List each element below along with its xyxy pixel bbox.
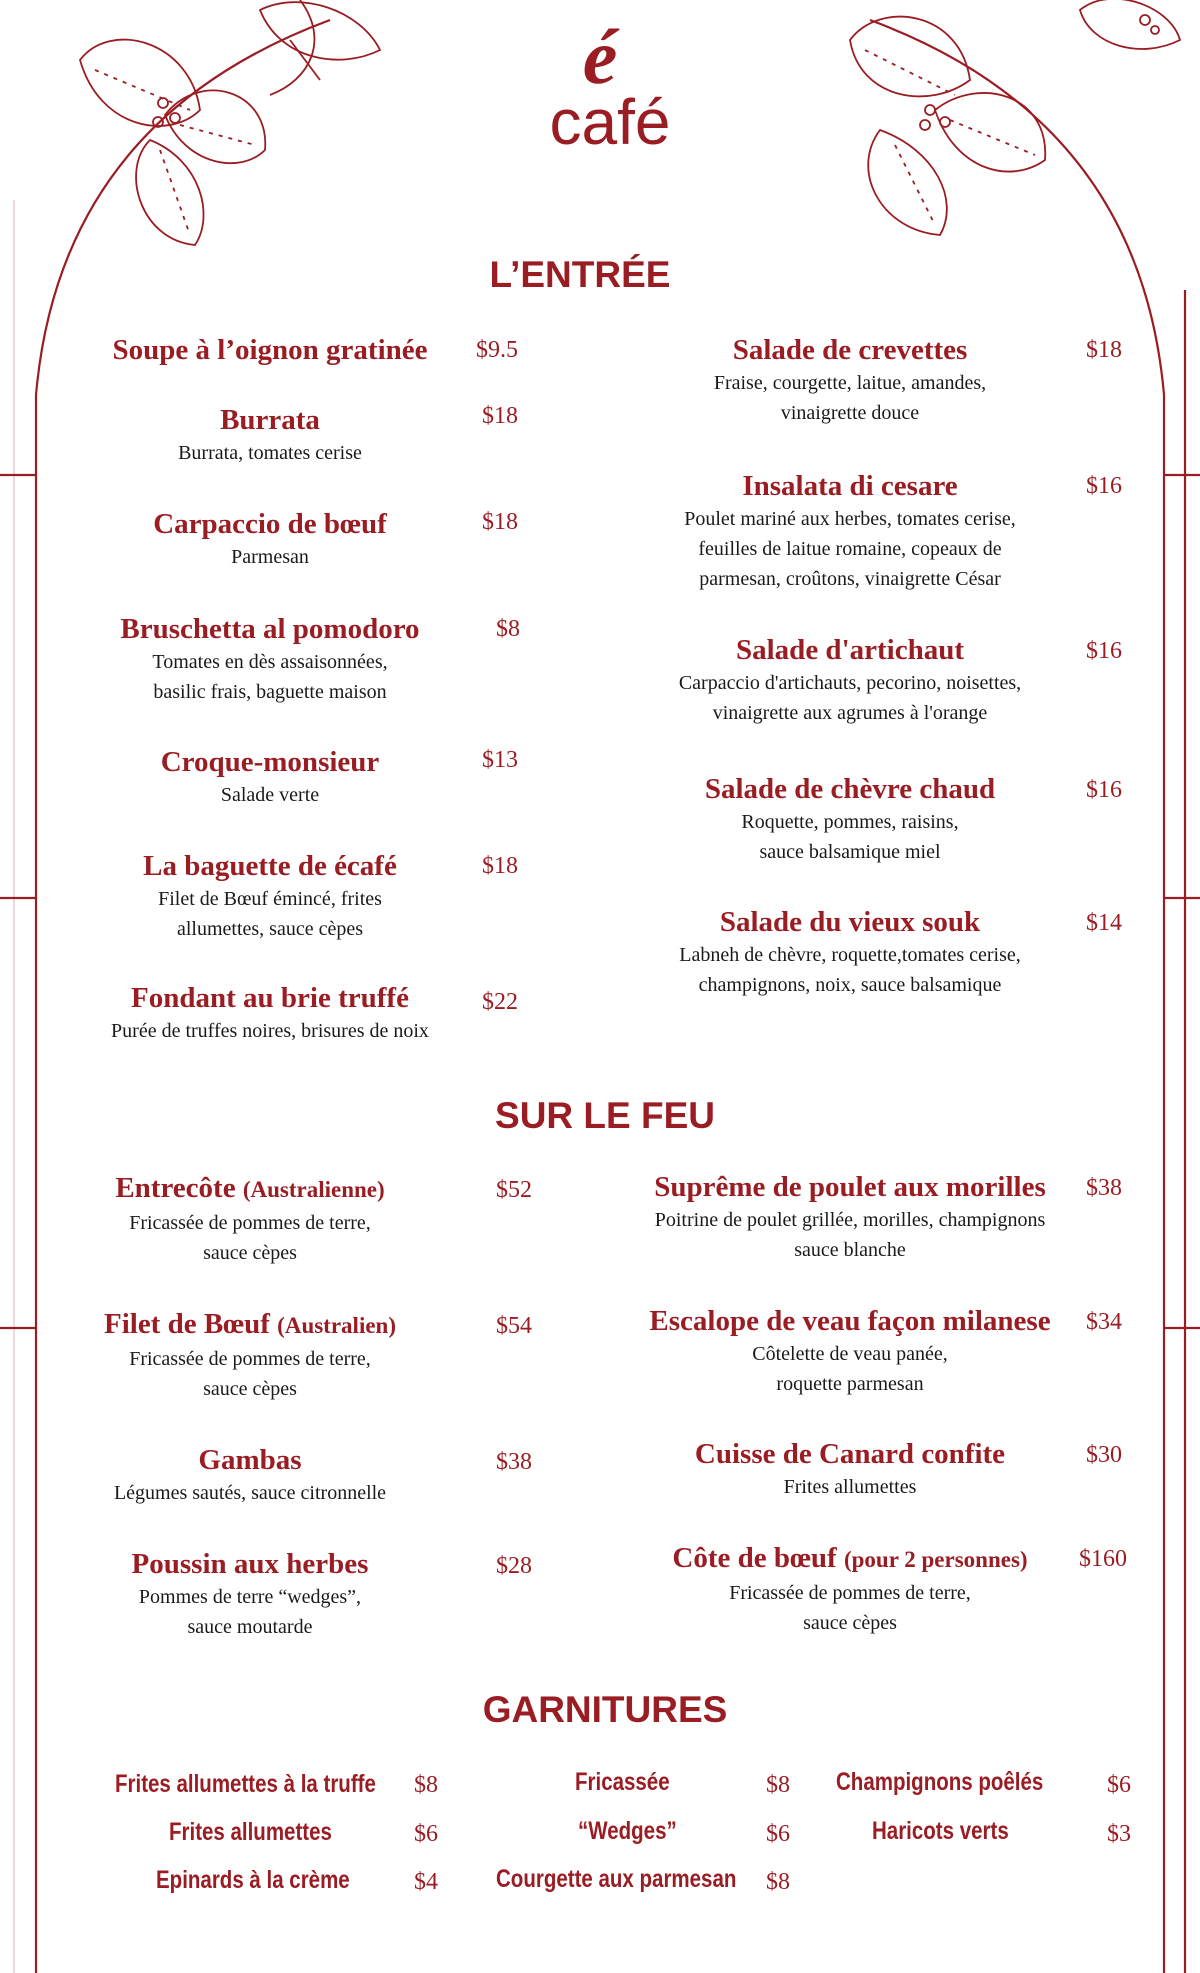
item-name: La baguette de écafé [143,850,397,882]
item-description: vinaigrette douce [780,402,920,424]
menu-item [70,980,470,1046]
section-title-entree: L’ENTRÉE [489,254,671,295]
item-description: roquette parmesan [776,1373,924,1395]
item-description: champignons, noix, sauce balsamique [698,974,1002,996]
side-dish-name: Frites allumettes à la truffe [115,1770,376,1798]
menu-item [80,1306,420,1404]
menu-item [90,611,450,707]
item-price: $16 [1086,777,1122,803]
item-description: parmesan, croûtons, vinaigrette César [699,568,1001,590]
item-name: Croque-monsieur [160,746,380,778]
side-dish-price: $6 [766,1821,790,1847]
item-name [80,1306,420,1344]
item-price: $38 [496,1449,532,1475]
item-description: Salade verte [220,784,320,806]
item-description: feuilles de laitue romaine, copeaux de [698,538,1002,560]
item-name: Fondant au brie truffé [131,982,409,1014]
menu-item [90,402,450,468]
side-dish-price: $6 [414,1821,438,1847]
item-description: basilic frais, baguette maison [153,681,387,703]
item-price: $16 [1086,638,1122,664]
item-price: $13 [482,747,518,773]
item-description: Frites allumettes [783,1476,917,1498]
item-price: $14 [1086,910,1122,936]
item-description: sauce moutarde [187,1616,313,1638]
item-price: $34 [1086,1309,1122,1335]
item-price: $30 [1086,1442,1122,1468]
item-description: Fricassée de pommes de terre, [729,1582,971,1604]
item-name [80,1170,420,1208]
item-name: Cuisse de Canard confite [694,1438,1006,1470]
side-dish-price: $6 [1107,1772,1131,1798]
item-price: $18 [482,403,518,429]
side-dish-name: Courgette aux parmesan [496,1865,737,1893]
logo-mark: é [582,13,618,100]
menu-item [90,848,450,944]
side-dish-price: $8 [766,1772,790,1798]
item-name: Salade de crevettes [732,334,968,366]
side-dish-price: $8 [414,1772,438,1798]
item-name: Soupe à l’oignon gratinée [112,334,428,366]
item-description: Pommes de terre “wedges”, [138,1586,362,1608]
item-description: Labneh de chèvre, roquette,tomates cerise, [679,944,1021,966]
item-price: $8 [496,616,520,642]
item-name: Salade d'artichaut [736,634,964,666]
side-dish-name: Fricassée [575,1768,670,1796]
item-price: $160 [1079,1546,1127,1572]
side-dish-name: Haricots verts [872,1817,1009,1845]
menu-item [90,332,450,368]
menu-item [620,1540,1080,1638]
item-name-note: (Australienne) [242,1177,385,1202]
item-description: Légumes sautés, sauce citronnelle [113,1482,387,1504]
item-description: Fricassée de pommes de terre, [129,1212,371,1234]
item-description: sauce cèpes [203,1242,297,1264]
item-name: Bruschetta al pomodoro [120,613,420,645]
item-description: sauce cèpes [203,1378,297,1400]
menu-item [620,332,1080,428]
item-name-main: Entrecôte [115,1172,236,1204]
section-title-garnitures: GARNITURES [482,1689,728,1730]
item-name: Gambas [198,1444,302,1476]
menu-item [620,632,1080,728]
item-name: Escalope de veau façon milanese [649,1305,1051,1337]
item-description: Burrata, tomates cerise [178,442,362,464]
menu-item [90,506,450,572]
item-name: Salade de chèvre chaud [704,773,996,805]
menu-item [620,904,1080,1000]
item-price: $28 [496,1553,532,1579]
menu-item [90,744,450,810]
item-name-main: Filet de Bœuf [103,1308,270,1340]
item-description: sauce cèpes [803,1612,897,1634]
item-description: Filet de Bœuf émincé, frites [158,888,382,910]
side-dish-name: Frites allumettes [169,1818,332,1846]
item-price: $52 [496,1177,532,1203]
menu-item [80,1546,420,1642]
section-title-feu: SUR LE FEU [495,1095,715,1136]
item-description: vinaigrette aux agrumes à l'orange [712,702,988,724]
side-dish-name: “Wedges” [578,1817,677,1845]
menu-item [620,1436,1080,1502]
item-price: $18 [482,853,518,879]
item-description: Parmesan [231,546,309,568]
side-dish-name: Epinards à la crème [156,1866,350,1894]
item-name: Carpaccio de bœuf [153,508,387,540]
item-name: Insalata di cesare [742,470,958,502]
item-name: Salade du vieux souk [719,906,981,938]
item-description: Fraise, courgette, laitue, amandes, [713,372,987,394]
menu-item [620,1169,1080,1265]
item-description: Poulet mariné aux herbes, tomates cerise, [684,508,1016,530]
item-description: Purée de truffes noires, brisures de noix [111,1020,429,1042]
menu-item [620,1303,1080,1399]
item-description: Fricassée de pommes de terre, [129,1348,371,1370]
side-dish-price: $3 [1107,1821,1131,1847]
item-description: Carpaccio d'artichauts, pecorino, noisettes, [678,672,1022,694]
item-price: $16 [1086,473,1122,499]
item-price: $54 [496,1313,532,1339]
item-price: $22 [482,989,518,1015]
item-price: $18 [1086,337,1122,363]
item-description: sauce blanche [794,1239,906,1261]
item-description: allumettes, sauce cèpes [176,918,364,940]
item-description: sauce balsamique miel [759,841,941,863]
item-price: $9.5 [476,337,518,363]
item-name [620,1540,1080,1578]
item-description: Poitrine de poulet grillée, morilles, champignons [654,1209,1046,1231]
menu-item [620,468,1080,594]
menu-item [80,1170,420,1268]
menu-item [80,1442,420,1508]
item-description: Côtelette de veau panée, [752,1343,948,1365]
item-description: Roquette, pommes, raisins, [741,811,959,833]
item-price: $38 [1086,1175,1122,1201]
item-name: Suprême de poulet aux morilles [654,1171,1046,1203]
item-name-main: Côte de bœuf [672,1542,837,1574]
menu-item [620,771,1080,867]
item-name-note: (pour 2 personnes) [843,1547,1028,1572]
side-dish-price: $4 [414,1869,438,1895]
item-name: Burrata [220,404,320,436]
item-name: Poussin aux herbes [131,1548,369,1580]
logo-text: café [549,86,671,158]
item-price: $18 [482,509,518,535]
item-name-note: (Australien) [277,1313,396,1338]
side-dish-price: $8 [766,1869,790,1895]
side-dish-name: Champignons poêlés [836,1768,1044,1796]
item-description: Tomates en dès assaisonnées, [152,651,388,673]
